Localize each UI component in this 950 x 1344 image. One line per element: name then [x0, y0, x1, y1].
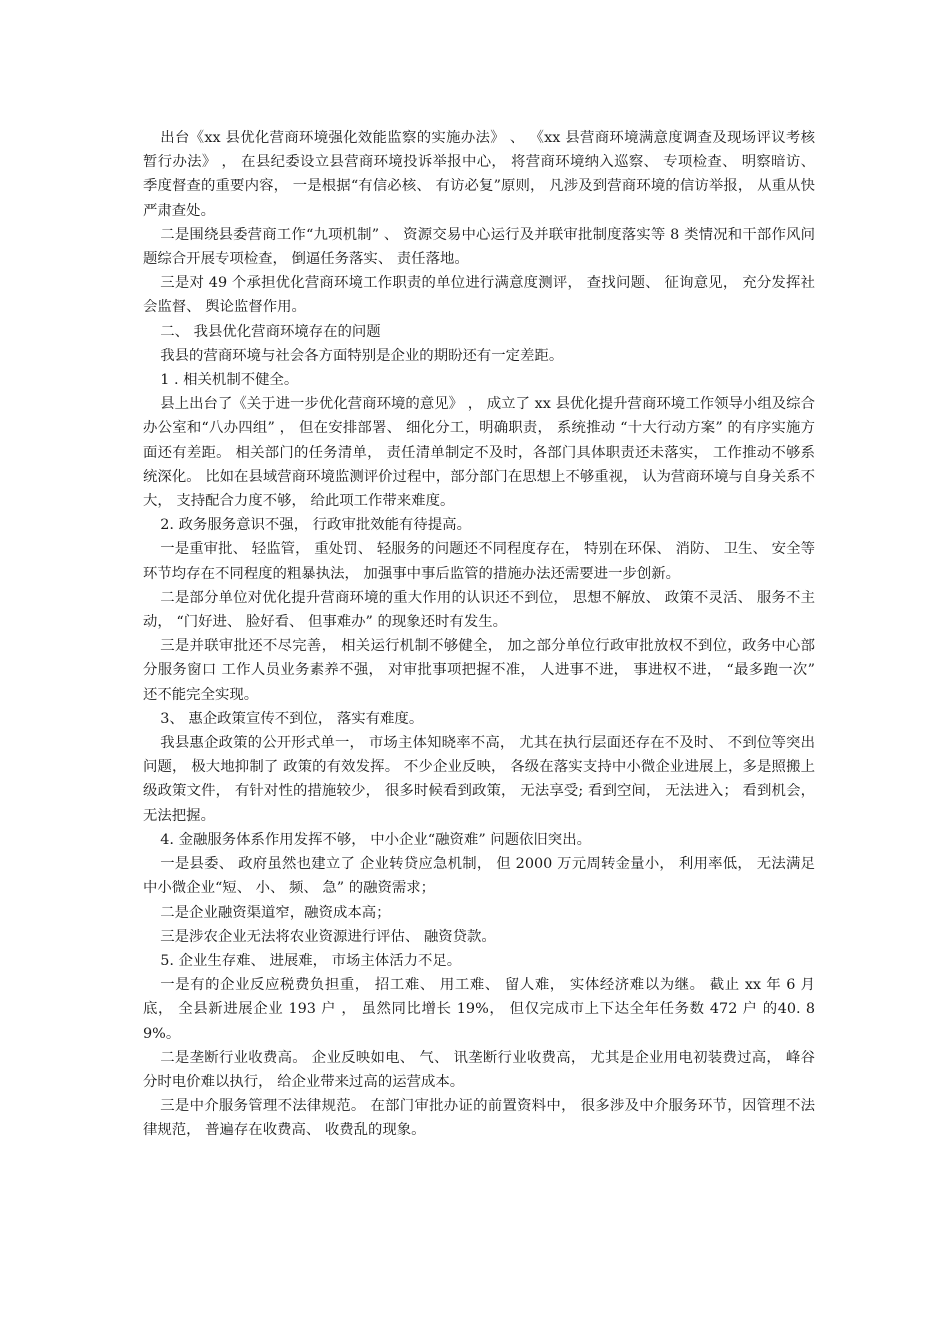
subheading-3: 3、 惠企政策宣传不到位， 落实有难度。: [160, 710, 424, 727]
paragraph-3: 三是对 49 个承担优化营商环境工作职责的单位进行满意度测评， 查找问题、 征询意见， 充分发挥社会监督、 舆论监督作用。: [143, 275, 815, 316]
paragraph-10: 二是部分单位对优化提升营商环境的重大作用的认识还不到位， 思想不解放、 政策不灵活、 服务不主动， “门好进、 脸好看、 但事难办” 的现象还时有发生。: [143, 589, 815, 631]
paragraph-7: 县上出台了《关于进一步优化营商环境的意见》 ， 成立了 xx 县优化提升营商环境工作领导小组及综合办公室和“八办四组” ， 但在安排部署、 细化分工，明确职责， 系统推动 “十大行动方案” 的有序实施方面还有差距。 相关部门的任务清单， 责任清单制定不及时，各部门具体职责还未落实， 工作推动不够系统深化。 比如在县域营商环境监测评价过程中，部分部门在思想上不够重视， 认为营商环境与自身关系不大， 支持配合力度不够， 给此项工作带来难度。: [143, 396, 815, 510]
paragraph-21: 三是中介服务管理不法律规范。 在部门审批办证的前置资料中， 很多涉及中介服务环节，因管理不法律规范， 普遍存在收费高、 收费乱的现象。: [143, 1098, 815, 1139]
subheading-5: 5. 企业生存难、 进展难， 市场主体活力不足。: [160, 952, 462, 969]
document-body: [143, 126, 815, 1143]
section-heading-2: 二、 我县优化营商环境存在的问题: [160, 323, 381, 340]
paragraph-17: 三是涉农企业无法将农业资源进行评估、 融资贷款。: [160, 928, 496, 945]
paragraph-19: 一是有的企业反应税费负担重， 招工难、 用工难、 留人难， 实体经济难以为继。 截止 xx 年 6 月 底， 全县新进展企业 193 户 ， 虽然同比增长 19%， 但仅完成市上下达全年任务数 472 户 的40. 89%。: [143, 977, 815, 1042]
paragraph-13: 我县惠企政策的公开形式单一， 市场主体知晓率不高， 尤其在执行层面还存在不及时、 不到位等突出问题， 极大地抑制了 政策的有效发挥。 不少企业反映， 各级在落实支持中小微企业进展上，多是照搬上级政策文件， 有针对性的措施较少， 很多时候看到政策， 无法享受; 看到空间， 无法进入； 看到机会， 无法把握。: [143, 735, 815, 824]
paragraph-11: 三是并联审批还不尽完善， 相关运行机制不够健全， 加之部分单位行政审批放权不到位，政务中心部分服务窗口 工作人员业务素养不强， 对审批事项把握不准， 人进事不进， 事进权不进， “最多跑一次” 还不能完全实现。: [143, 638, 815, 703]
paragraph-1: 出台《xx 县优化营商环境强化效能监察的实施办法》 、 《xx 县营商环境满意度调查及现场评议考核暂行办法》 ， 在县纪委设立县营商环境投诉举报中心， 将营商环境纳入巡察、 专项检查、 明察暗访、 季度督查的重要内容， 一是根据“有信必核、 有访必复”原则， 凡涉及到营商环境的信访举报， 从重从快严肃查处。: [143, 130, 815, 219]
paragraph-20: 二是垄断行业收费高。 企业反映如电、 气、 讯垄断行业收费高， 尤其是企业用电初装费过高， 峰谷分时电价难以执行， 给企业带来过高的运营成本。: [143, 1049, 815, 1090]
paragraph-2: 二是围绕县委营商工作“九项机制” 、 资源交易中心运行及并联审批制度落实等 8 类情况和干部作风问题综合开展专项检查， 倒逼任务落实、 责任落地。: [143, 226, 815, 268]
subheading-4: 4. 金融服务体系作用发挥不够， 中小企业“融资难” 问题依旧突出。: [160, 831, 591, 848]
paragraph-5: 我县的营商环境与社会各方面特别是企业的期盼还有一定差距。: [160, 347, 564, 364]
subheading-2: 2. 政务服务意识不强， 行政审批效能有待提高。: [160, 517, 471, 534]
paragraph-9: 一是重审批、 轻监管， 重处罚、 轻服务的问题还不同程度存在， 特别在环保、 消防、 卫生、 安全等环节均存在不同程度的粗暴执法， 加强事中事后监管的措施办法还需要进一步创新。: [143, 541, 815, 582]
paragraph-15: 一是县委、 政府虽然也建立了 企业转贷应急机制， 但 2000 万元周转金量小， 利用率低， 无法满足中小微企业“短、 小、 频、 急” 的融资需求；: [143, 856, 815, 897]
paragraph-16: 二是企业融资渠道窄，融资成本高；: [160, 904, 391, 921]
subheading-1: 1 . 相关机制不健全。: [160, 372, 299, 389]
